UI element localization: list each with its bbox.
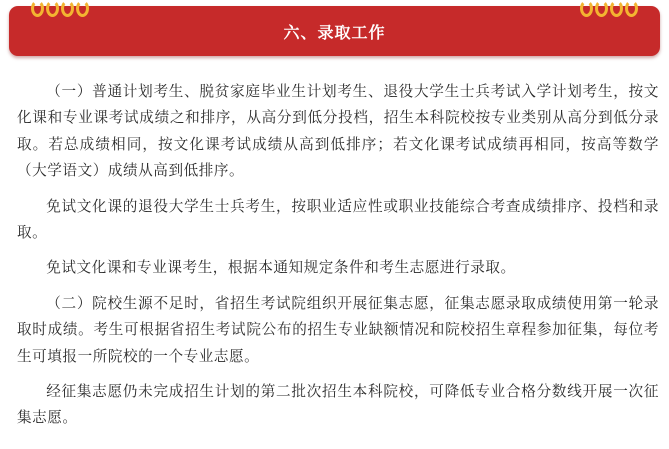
paragraph-solicitation: （二）院校生源不足时，省招生考试院组织开展征集志愿，征集志愿录取成绩使用第一轮录取时成绩。考生可根据省招生考试院公布的招生专业缺额情况和院校招生章程参加征集，每位考生可填报一所院校的一个专业志愿。	[17, 294, 659, 365]
binder-ring-icon	[31, 0, 44, 17]
binder-ring-icon	[610, 0, 623, 17]
binder-ring-icon	[625, 0, 638, 17]
paragraph-exempt-veterans: 免试文化课的退役大学生士兵考生，按职业适应性或职业技能综合考查成绩排序、投档和录取。	[17, 197, 659, 242]
paragraph-general-admission: （一）普通计划考生、脱贫家庭毕业生计划考生、退役大学生士兵考试入学计划考生，按文化课和专业课考试成绩之和排序，从高分到低分投档，招生本科院校按专业类别从高分到低分录取。若总成绩相同，按文化课考试成绩从高到低排序；若文化课考试成绩再相同，按高等数学（大学语文）成绩从高到低排序。	[17, 83, 659, 180]
binder-ring-icon	[595, 0, 608, 17]
section-title: 六、录取工作	[283, 23, 386, 42]
binder-ring-icon	[61, 0, 74, 17]
binder-ring-icon	[580, 0, 593, 17]
article-body	[17, 79, 659, 441]
binder-ring-icon	[46, 0, 59, 17]
binder-ring-icon	[76, 0, 89, 17]
section-header	[9, 6, 660, 56]
binder-rings-right-icon	[580, 0, 638, 17]
paragraph-exempt-all: 免试文化课和专业课考生，根据本通知规定条件和考生志愿进行录取。	[46, 259, 516, 277]
paragraph-second-batch: 经征集志愿仍未完成招生计划的第二批次招生本科院校，可降低专业合格分数线开展一次征集志愿。	[17, 383, 659, 427]
binder-rings-left-icon	[31, 0, 89, 17]
